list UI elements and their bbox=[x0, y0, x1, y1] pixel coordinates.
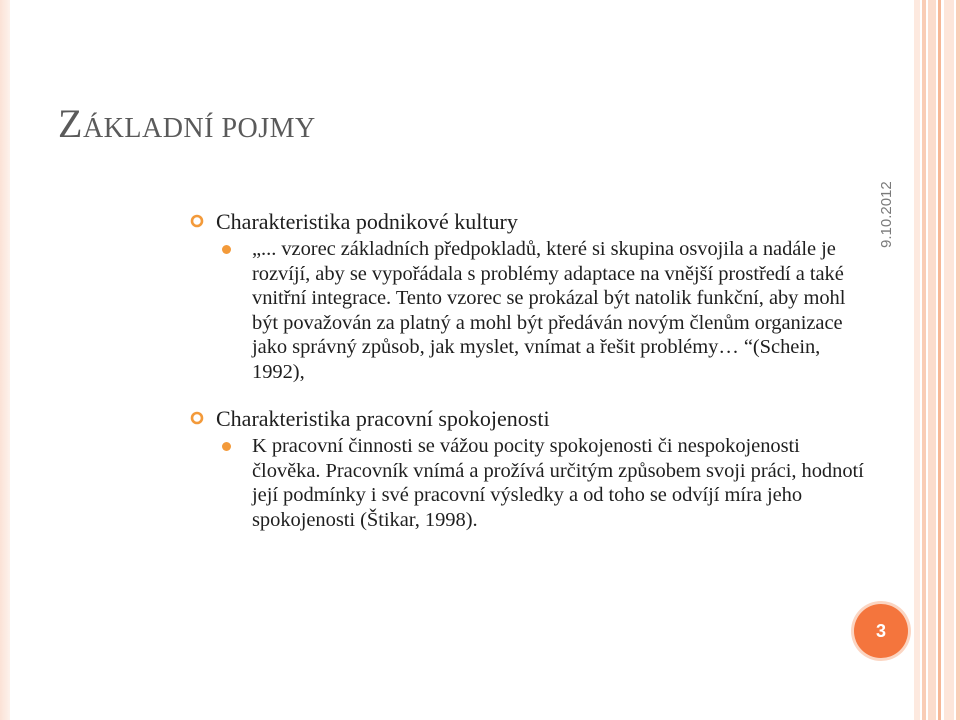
list-item-text: K pracovní činnosti se vážou pocity spokojenosti či nespokojenosti člověka. Pracovník vnímá a prožívá určitým způsobem svoji práci, hodnotí její podmínky i své pracovní výsledky a od toho se odvíjí míra jeho spokojenosti (Štikar, 1998). bbox=[252, 435, 864, 531]
dot-bullet-icon bbox=[222, 442, 231, 451]
title-initial: Z bbox=[58, 101, 83, 146]
section-heading bbox=[180, 403, 870, 434]
ring-bullet-icon bbox=[190, 411, 204, 425]
section-heading-text: Charakteristika podnikové kultury bbox=[216, 209, 518, 234]
page-number-badge: 3 bbox=[854, 604, 908, 658]
list-item bbox=[180, 237, 870, 384]
list-item-text: „... vzorec základních předpokladů, které si skupina osvojila a nadále je rozvíjí, aby se vypořádala s problémy adaptace na vnější prostředí a také vnitřní integrace. Tento vzorec se prokázal být natolik funkční, aby mohl být považován za platný a mohl být předáván novým členům organizace jako správný způsob, jak myslet, vnímat a řešit problémy… “(Schein, 1992), bbox=[252, 238, 846, 383]
title-rest: ÁKLADNÍ POJMY bbox=[82, 113, 316, 144]
ring-bullet-icon bbox=[190, 214, 204, 228]
slide-date: 9.10.2012 bbox=[878, 181, 895, 248]
left-decorative-stripe bbox=[0, 0, 10, 720]
section-heading-text: Charakteristika pracovní spokojenosti bbox=[216, 406, 550, 431]
section-pracovni-spokojenost bbox=[180, 403, 870, 532]
section-podnikova-kultura bbox=[180, 206, 870, 384]
slide-content bbox=[180, 206, 870, 532]
dot-bullet-icon bbox=[222, 245, 231, 254]
right-decorative-stripes bbox=[914, 0, 960, 720]
list-item bbox=[180, 434, 870, 532]
section-heading bbox=[180, 206, 870, 237]
slide-title bbox=[58, 98, 316, 155]
